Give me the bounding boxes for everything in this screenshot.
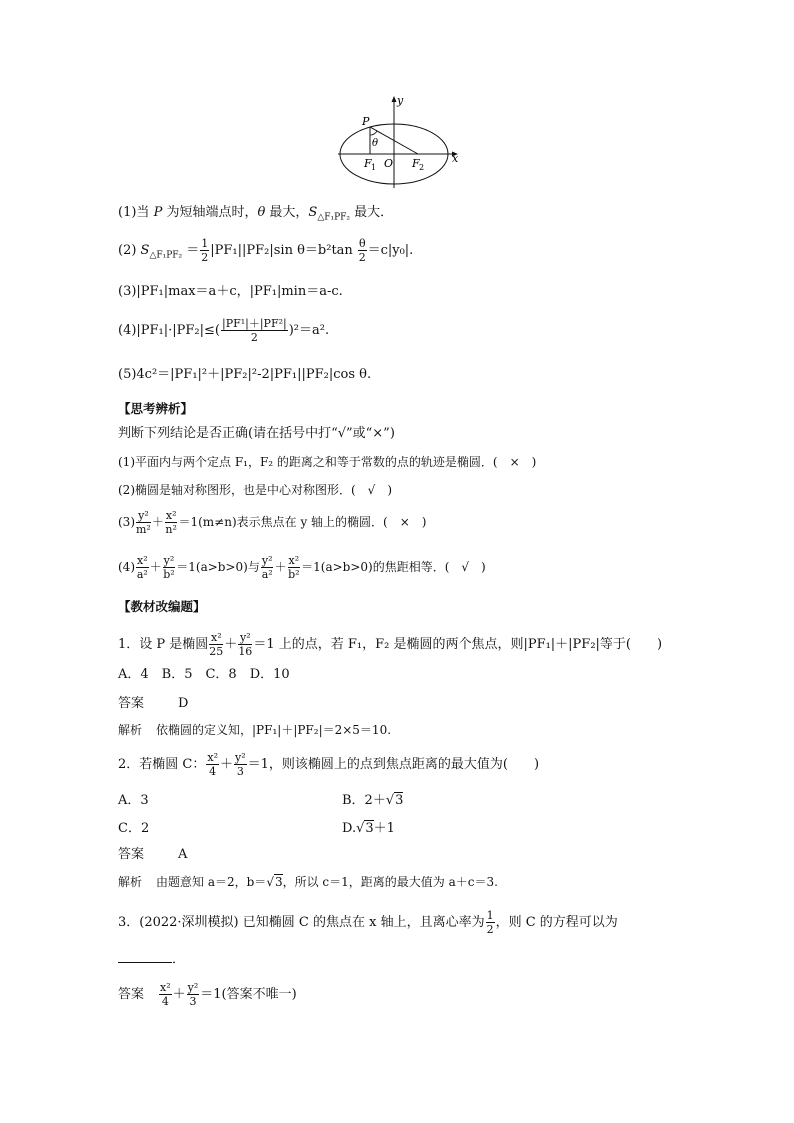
- subscript: △F₁PF₂: [317, 212, 351, 223]
- text: (3): [118, 515, 135, 529]
- ellipse-figure: [330, 92, 470, 192]
- text: ＋: [151, 515, 164, 529]
- numerator: 1: [201, 237, 209, 250]
- property-3: (3)|PF₁|max＝a＋c，|PF₁|min＝a-c.: [118, 284, 343, 299]
- denominator: a²: [261, 568, 273, 581]
- property-5: (5)4c²＝|PF₁|²＋|PF₂|²-2|PF₁||PF₂|cos θ.: [118, 367, 372, 382]
- fraction: [221, 318, 288, 343]
- text: B．2＋: [342, 793, 386, 808]
- numerator: y²: [261, 554, 273, 567]
- think-q3: [118, 510, 426, 535]
- exercise-2-option-B: B．2＋√3: [342, 793, 404, 808]
- label-O: O: [384, 157, 394, 170]
- exercise-2: [118, 752, 539, 777]
- denominator: a²: [136, 568, 148, 581]
- numerator: x²: [137, 554, 148, 567]
- numerator: x²: [165, 509, 177, 522]
- text: ＝1，则该椭圆上的点到焦点距离的最大值为( ): [247, 757, 540, 772]
- radicand: 3: [365, 821, 374, 836]
- radicand: 3: [395, 793, 404, 808]
- fraction: [209, 632, 223, 657]
- y-axis-arrow: [392, 96, 397, 102]
- numerator: y²: [187, 981, 199, 994]
- exercise-3-answer: [118, 982, 297, 1007]
- text: ．: [172, 952, 186, 967]
- text: 3．(2022·深圳模拟) 已知椭圆 C 的焦点在 x 轴上，且离心率为: [118, 915, 485, 930]
- denominator: 3: [189, 995, 197, 1008]
- answer-blank: [118, 950, 172, 963]
- label-F1: F: [364, 157, 372, 170]
- label-F1-sub: 1: [371, 163, 377, 172]
- text: 最大，: [265, 205, 309, 220]
- answer-label: 答案: [118, 987, 145, 1002]
- numerator: x²: [210, 631, 222, 644]
- fraction: [136, 555, 149, 580]
- exercise-1: [118, 632, 662, 657]
- exercise-1-answer: [118, 695, 188, 713]
- numerator: x²: [207, 751, 218, 764]
- answer-value: D: [178, 696, 189, 711]
- denominator: 2: [358, 251, 366, 264]
- text: (4)|PF₁|·|PF₂|≤(: [118, 323, 220, 338]
- denominator: 2: [486, 923, 494, 936]
- think-q2: (2)椭圆是轴对称图形，也是中心对称图形．( √ ): [118, 483, 393, 497]
- denominator: b²: [288, 568, 300, 581]
- text: D.: [342, 821, 357, 836]
- explanation-text: 依椭圆的定义知，|PF₁|＋|PF₂|＝2×5＝10.: [156, 723, 392, 737]
- exercise-1-options: A．4 B．5 C．8 D．10: [118, 667, 290, 682]
- denominator: 25: [209, 645, 224, 658]
- text: )²＝a².: [288, 323, 330, 338]
- fraction: [206, 752, 219, 777]
- fraction: [261, 555, 274, 580]
- text: ＝: [182, 243, 200, 258]
- text: ＝1 上的点，若 F₁，F₂ 是椭圆的两个焦点，则|PF₁|＋|PF₂|等于( ): [253, 637, 663, 652]
- explanation-text: ，所以 c＝1，距离的最大值为 a＋c＝3.: [282, 875, 498, 889]
- fraction: [200, 238, 209, 263]
- text: ＋: [224, 637, 238, 652]
- denominator: 4: [161, 995, 169, 1008]
- fraction: [358, 238, 367, 263]
- exercise-1-explanation: [118, 721, 391, 739]
- think-intro: 判断下列结论是否正确(请在括号中打“√”或“×”): [118, 426, 395, 441]
- var-S: S: [308, 205, 318, 220]
- fraction: [234, 752, 247, 777]
- numerator: y²: [136, 510, 151, 523]
- property-1: [118, 204, 393, 227]
- exercise-2-explanation: 解析 由题意知 a＝2，b＝√3，所以 c＝1，距离的最大值为 a＋c＝3.: [118, 875, 498, 889]
- text: 1．设 P 是椭圆: [118, 637, 209, 652]
- exercise-2-option-C: C．2: [118, 821, 150, 836]
- var-theta: θ: [257, 205, 266, 220]
- section-heading-think: 【思考辨析】: [118, 401, 194, 416]
- think-q1: (1)平面内与两个定点 F₁，F₂ 的距离之和等于常数的点的轨迹是椭圆．( × ): [118, 455, 537, 469]
- text: ＝c|y₀|.: [367, 243, 414, 258]
- fraction: [187, 982, 200, 1007]
- exercise-2-option-A: A．3: [118, 793, 149, 808]
- answer-label: 答案: [118, 696, 145, 711]
- fraction: [159, 982, 172, 1007]
- label-F2: F: [412, 157, 420, 170]
- text: |PF₁||PF₂|sin θ＝b²tan: [210, 243, 357, 258]
- fraction: [486, 910, 495, 935]
- explanation-label: 解析: [118, 723, 143, 737]
- denominator: b²: [163, 568, 175, 581]
- denominator: 2: [250, 331, 258, 344]
- answer-label: 答案: [118, 847, 145, 862]
- text: 2．若椭圆 C：: [118, 757, 206, 772]
- text: ＋: [149, 560, 162, 574]
- denominator: m²: [136, 523, 151, 536]
- fraction: [238, 632, 252, 657]
- numerator: x²: [160, 981, 171, 994]
- text: 最大．: [350, 205, 394, 220]
- subscript: △F₁PF₂: [149, 250, 183, 261]
- fraction: [165, 510, 178, 535]
- label-x: x: [452, 152, 459, 165]
- denominator: 16: [238, 645, 253, 658]
- var-S: S: [140, 243, 150, 258]
- numerator: y²: [163, 554, 175, 567]
- fraction: [136, 510, 151, 535]
- label-y: y: [397, 94, 404, 107]
- exercise-2-option-D: D.√3＋1: [342, 821, 395, 836]
- text: (2): [118, 243, 141, 258]
- section-heading-textbook: 【教材改编题】: [118, 599, 206, 614]
- numerator: y²: [240, 631, 251, 644]
- numerator: 1: [486, 909, 494, 922]
- text: ，则 C 的方程可以为: [495, 915, 618, 930]
- text: ＝1(a>b>0)与: [176, 560, 260, 574]
- fraction: [163, 555, 176, 580]
- denominator: 4: [209, 765, 217, 778]
- numerator: x²: [288, 554, 300, 567]
- answer-value: A: [178, 847, 188, 862]
- explanation-text: 由题意知 a＝2，b＝: [156, 875, 267, 889]
- denominator: n²: [165, 523, 177, 536]
- text: 为短轴端点时，: [162, 205, 258, 220]
- exercise-3-blank: [118, 950, 185, 969]
- text: ＝1(答案不唯一): [200, 987, 297, 1002]
- fraction: [288, 555, 301, 580]
- denominator: 2: [201, 251, 209, 264]
- property-4: [118, 318, 329, 343]
- exercise-2-answer: [118, 846, 187, 864]
- text: ＝1(m≠n)表示焦点在 y 轴上的椭圆．( × ): [178, 515, 427, 529]
- property-2: [118, 238, 413, 265]
- numerator: y²: [235, 751, 246, 764]
- label-P: P: [362, 115, 370, 128]
- numerator: |PF¹|＋|PF²|: [222, 317, 287, 330]
- text: ＝1(a>b>0)的焦距相等．( √ ): [301, 560, 486, 574]
- text: ＋: [274, 560, 287, 574]
- exercise-3: [118, 910, 618, 935]
- denominator: 3: [236, 765, 244, 778]
- label-theta: θ: [372, 138, 379, 149]
- text: ＋: [219, 757, 233, 772]
- text: ＋: [172, 987, 186, 1002]
- text: (1)当: [118, 205, 154, 220]
- explanation-label: 解析: [118, 875, 143, 889]
- text: ＋1: [373, 821, 395, 836]
- radicand: 3: [274, 875, 283, 889]
- angle-arc: [370, 131, 377, 135]
- var-P: P: [153, 205, 163, 220]
- text: (4): [118, 560, 135, 574]
- numerator: θ: [358, 237, 366, 250]
- think-q4: [118, 555, 486, 580]
- label-F2-sub: 2: [419, 163, 425, 172]
